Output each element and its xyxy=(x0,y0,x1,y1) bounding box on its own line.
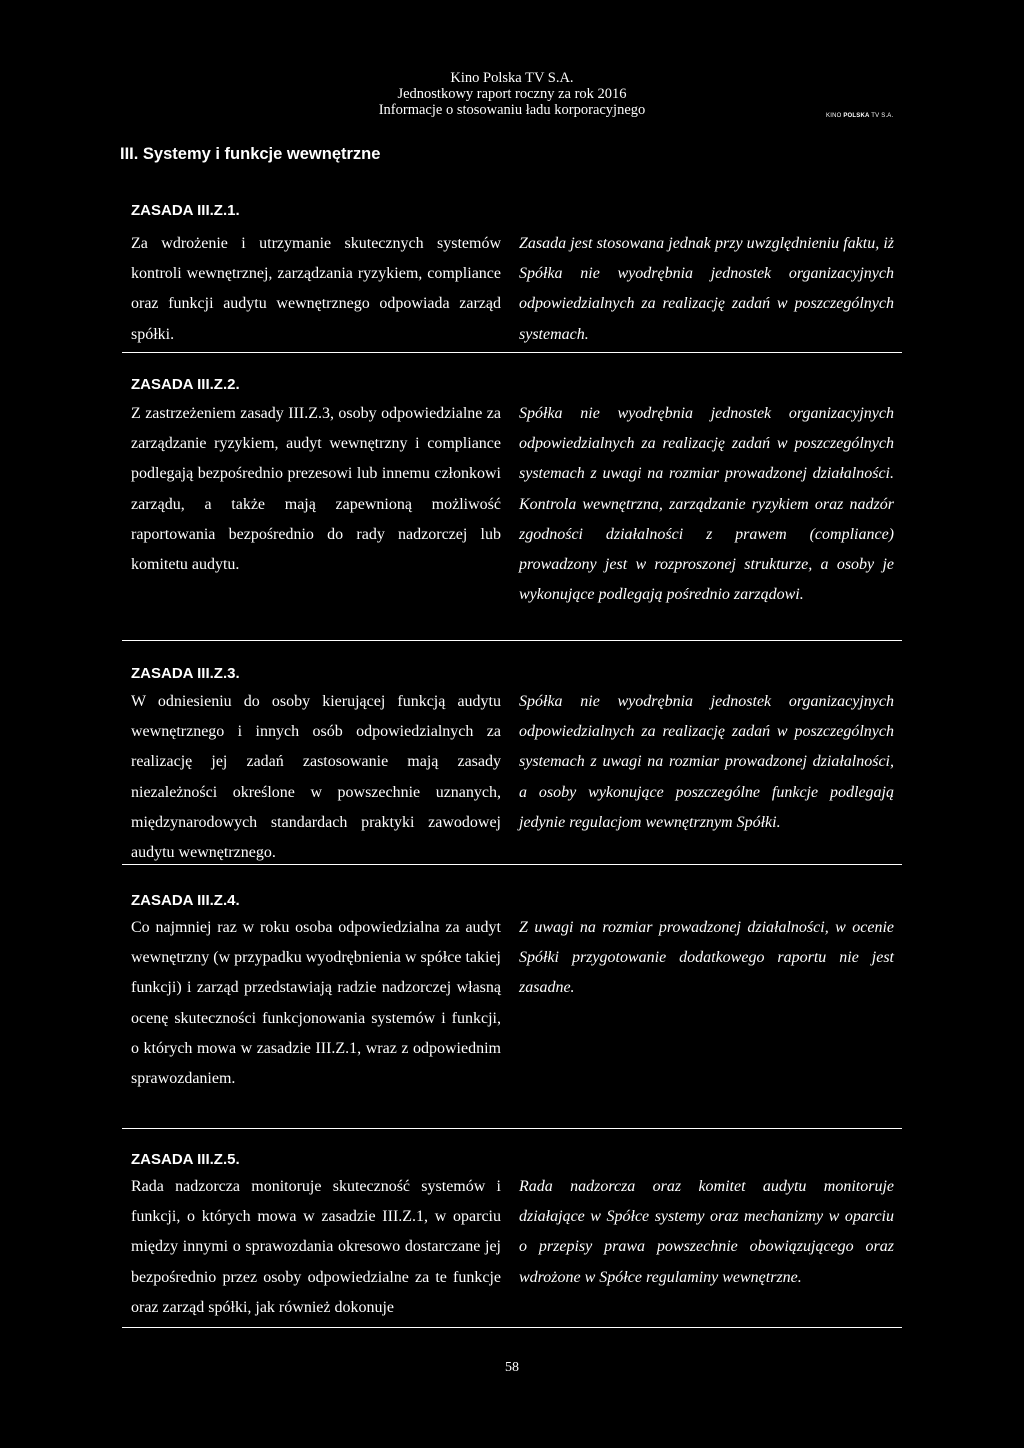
principle-text: Co najmniej raz w roku osoba odpowiedzialna za audyt wewnętrzny (w przypadku wyodrębnienia w spółce takiej funkcji) i zarząd przedstawiają radzie nadzorczej własną ocenę skuteczności funkcjonowania systemów i funkcji, o których mowa w zasadzie III.Z.1, wraz z odpowiednim sprawozdaniem. xyxy=(131,919,501,1088)
principle-comment: Spółka nie wyodrębnia jednostek organizacyjnych odpowiedzialnych za realizację zadań w poszczególnych systemach z uwagi na rozmiar prowadzonej działalności, a osoby wykonujące poszczególne funkcje podlegają jedynie regulacjom wewnętrznym Spółki. xyxy=(519,693,894,831)
header-report: Jednostkowy raport roczny za rok 2016 xyxy=(397,86,627,102)
principle-block xyxy=(122,375,902,641)
principle-heading: ZASADA III.Z.4. xyxy=(131,892,240,909)
principle-comment: Spółka nie wyodrębnia jednostek organizacyjnych odpowiedzialnych za realizację zadań w poszczególnych systemach z uwagi na rozmiar prowadzonej działalności. Kontrola wewnętrzna, zarządzanie ryzykiem oraz nadzór zgodności działalności z prawem (compliance) prowadzony jest w rozproszonej strukturze, a osoby je wykonujące podlegają pośrednio zarządowi. xyxy=(519,405,894,604)
header-section: Informacje o stosowaniu ładu korporacyjnego xyxy=(378,102,646,118)
principle-block xyxy=(122,891,902,1129)
principle-text: Rada nadzorcza monitoruje skuteczność systemów i funkcji, o których mowa w zasadzie III.Z.1, w oparciu między innymi o sprawozdania okresowo dostarczane jej bezpośrednio przez osoby odpowiedzialne za te funkcje oraz zarząd spółki, jak również dokonuje xyxy=(131,1178,501,1316)
principle-text: Z zastrzeżeniem zasady III.Z.3, osoby odpowiedzialne za zarządzanie ryzykiem, audyt wewnętrzny i compliance podlegają bezpośrednio prezesowi lub innemu członkowi zarządu, a także mają zapewnioną możliwość raportowania bezpośrednio do rady nadzorczej lub komitetu audytu. xyxy=(131,405,501,574)
principle-heading: ZASADA III.Z.2. xyxy=(131,376,240,393)
principle-comment: Rada nadzorcza oraz komitet audytu monitoruje działające w Spółce systemy oraz mechanizmy w oparciu o przepisy prawa powszechnie obowiązującego oraz wdrożone w Spółce regulaminy wewnętrzne. xyxy=(519,1178,894,1286)
company-logo: KINO POLSKA TV S.A. xyxy=(826,113,894,119)
principle-heading: ZASADA III.Z.1. xyxy=(131,202,240,219)
page-number: 58 xyxy=(505,1360,519,1375)
principle-text: W odniesieniu do osoby kierującej funkcją audytu wewnętrznego i innych osób odpowiedzialnych za realizację jej zadań zastosowanie mają zasady niezależności określone w powszechnie uznanych, międzynarodowych standardach praktyki zawodowej audytu wewnętrznego. xyxy=(131,693,501,862)
header-company: Kino Polska TV S.A. xyxy=(450,70,574,86)
principle-comment: Z uwagi na rozmiar prowadzonej działalności, w ocenie Spółki przygotowanie dodatkowego raportu nie jest zasadne. xyxy=(519,919,894,997)
principle-text: Za wdrożenie i utrzymanie skutecznych systemów kontroli wewnętrznej, zarządzania ryzykiem, compliance oraz funkcji audytu wewnętrznego odpowiada zarząd spółki. xyxy=(131,235,501,343)
principle-block xyxy=(122,664,902,865)
page-header xyxy=(0,70,1024,118)
principle-heading: ZASADA III.Z.5. xyxy=(131,1151,240,1168)
section-title: III. Systemy i funkcje wewnętrzne xyxy=(120,145,381,163)
principle-block xyxy=(122,1150,902,1328)
principle-comment: Zasada jest stosowana jednak przy uwzględnieniu faktu, iż Spółka nie wyodrębnia jednostek organizacyjnych odpowiedzialnych za realizację zadań w poszczególnych systemach. xyxy=(519,235,894,343)
principle-heading: ZASADA III.Z.3. xyxy=(131,665,240,682)
principle-block xyxy=(122,201,902,353)
